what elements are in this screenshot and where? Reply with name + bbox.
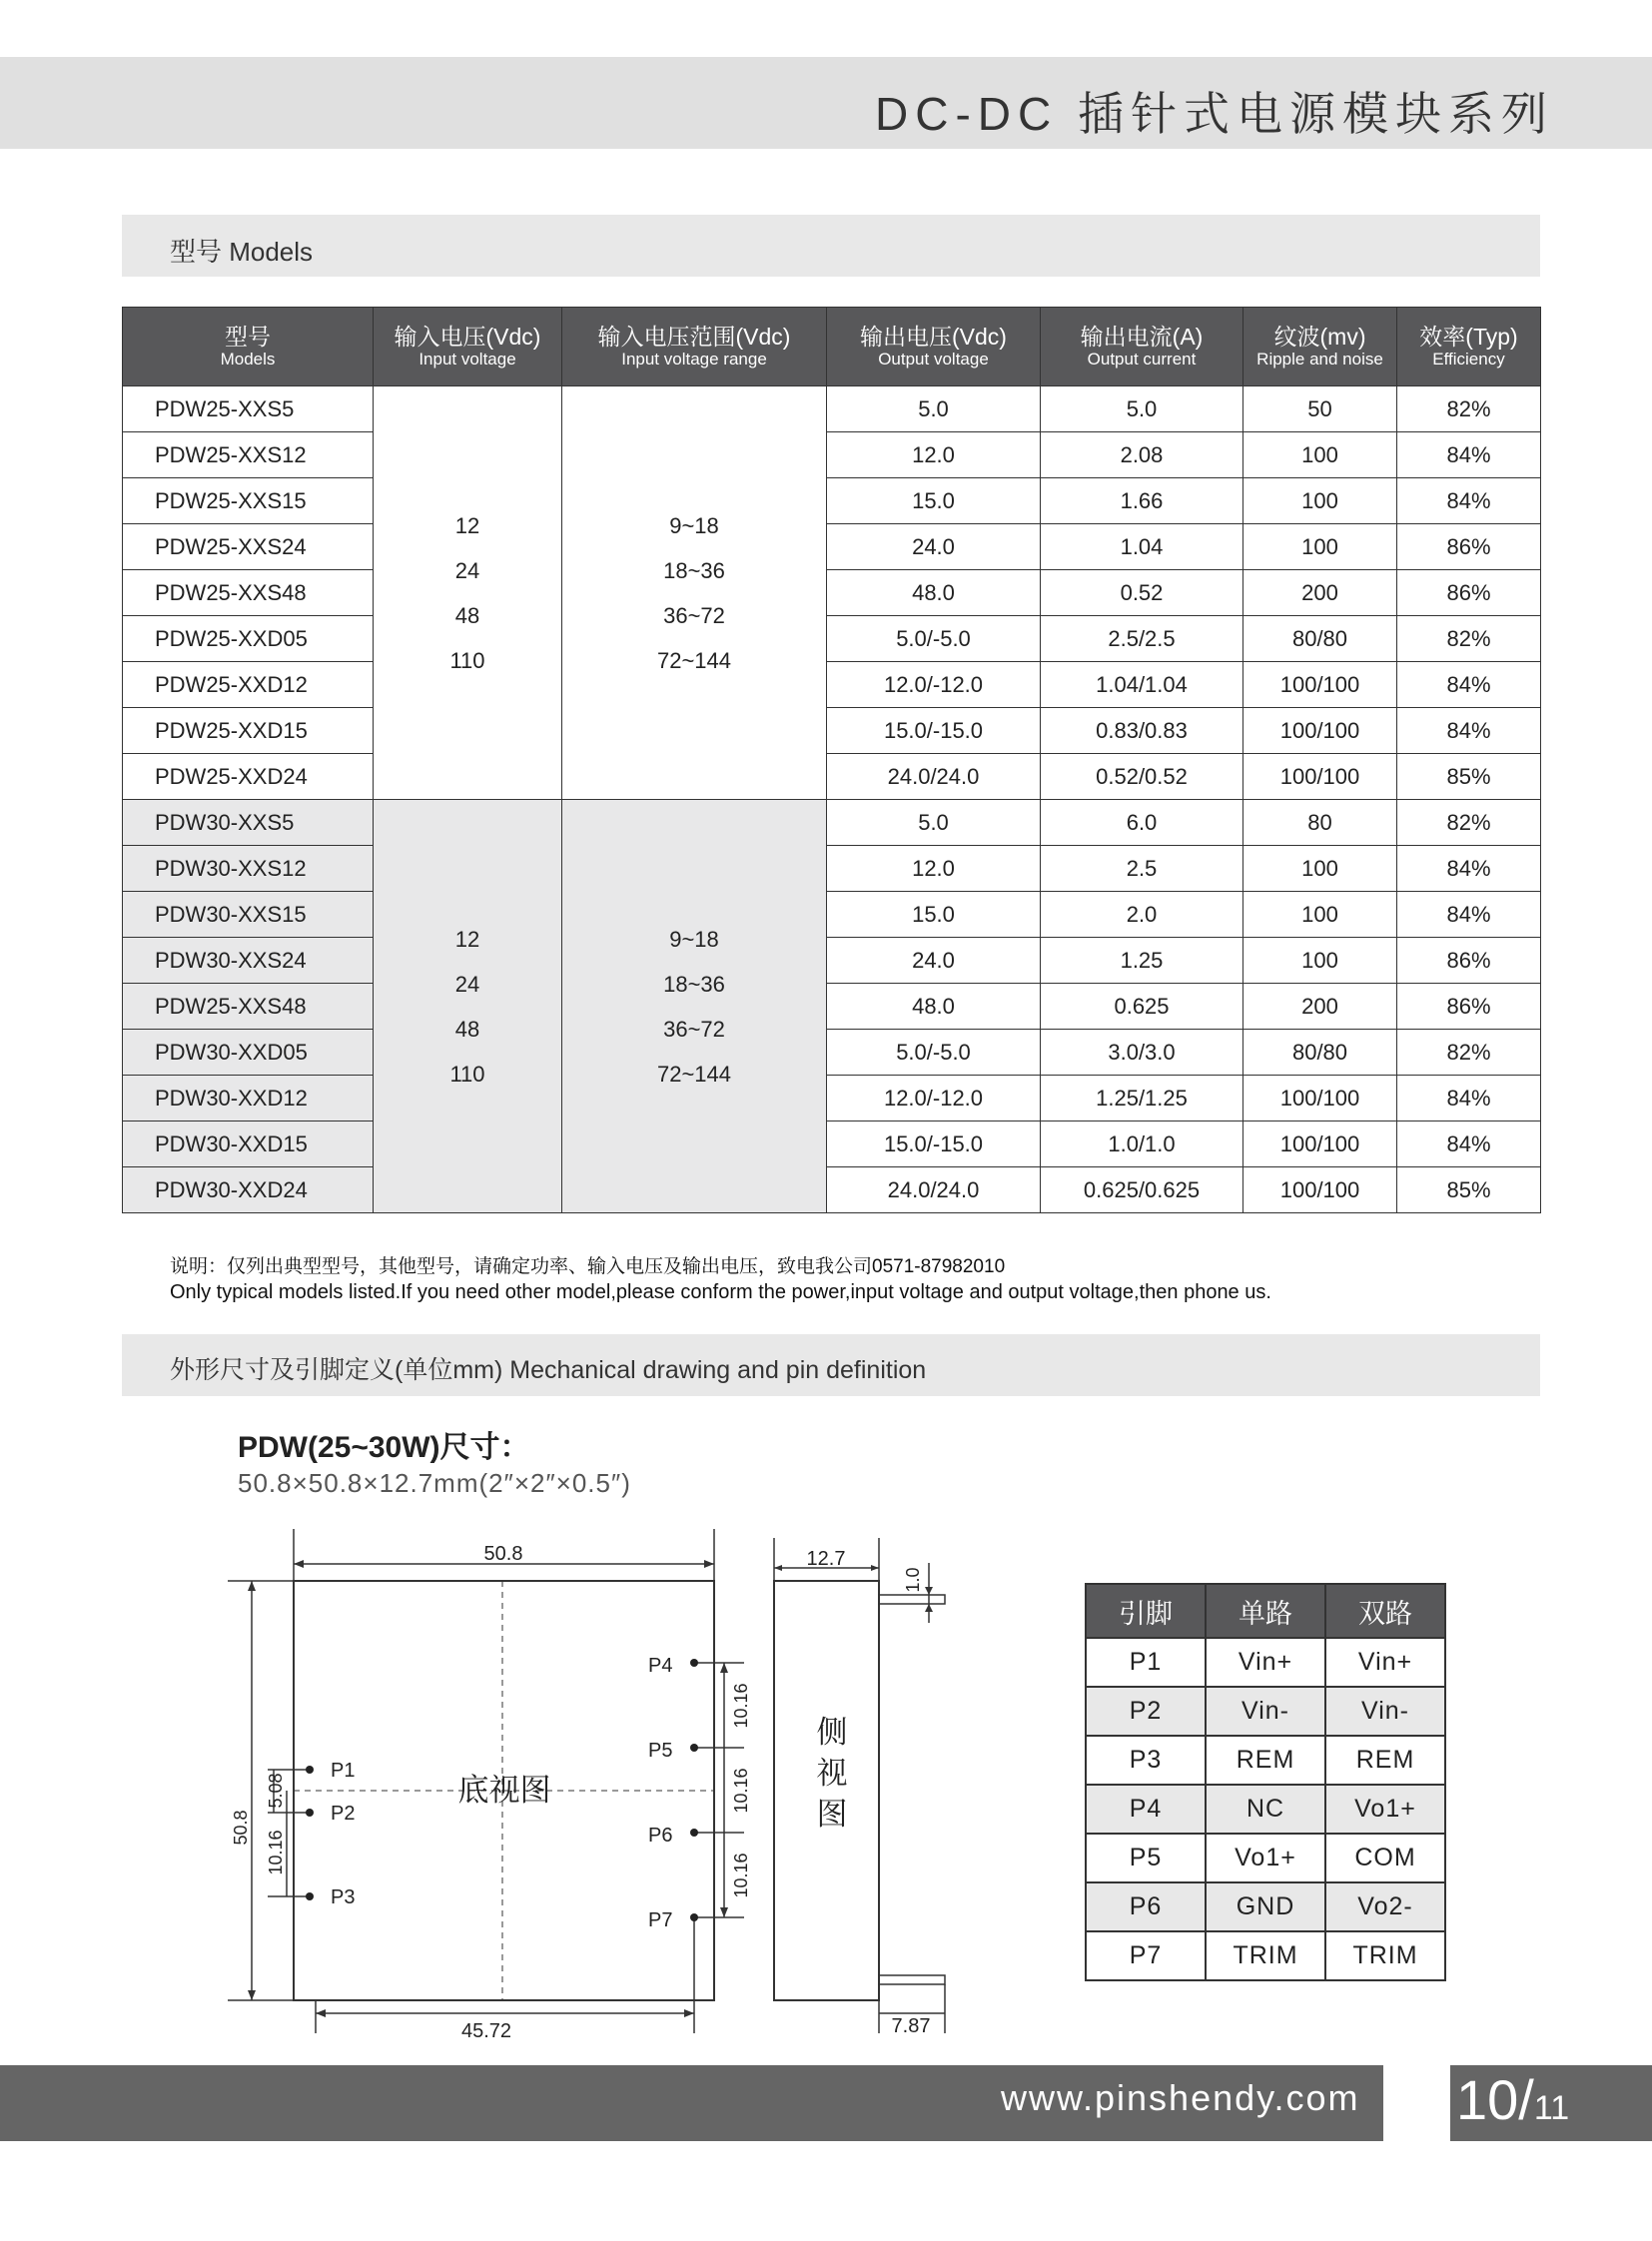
label-bottom-view: 底视图 xyxy=(457,1773,551,1808)
output-current-cell: 0.625/0.625 xyxy=(1041,1167,1243,1213)
input-range-value: 72~144 xyxy=(656,647,732,673)
label-side-pin: 7.87 xyxy=(891,2015,931,2037)
efficiency-cell: 84% xyxy=(1397,1076,1541,1121)
arrow-width-left xyxy=(294,1560,304,1568)
input-voltage-value: 24 xyxy=(454,971,480,997)
output-voltage-cell: 5.0 xyxy=(827,386,1041,432)
model-cell: PDW30-XXS12 xyxy=(123,846,374,892)
efficiency-cell: 82% xyxy=(1397,386,1541,432)
output-current-cell: 1.04 xyxy=(1041,524,1243,570)
output-current-cell: 0.625 xyxy=(1041,984,1243,1030)
model-cell: PDW30-XXS24 xyxy=(123,938,374,984)
header-label-en: Models xyxy=(220,350,276,370)
document-title: DC-DC 插针式电源模块系列 xyxy=(875,88,1554,140)
arrow-height-bottom xyxy=(248,1990,256,2000)
output-voltage-cell: 12.0/-12.0 xyxy=(827,662,1041,708)
pin-header-dual: 双路 xyxy=(1325,1584,1445,1638)
model-cell: PDW25-XXS12 xyxy=(123,432,374,478)
input-voltage-value: 48 xyxy=(454,1016,480,1042)
pin-dual-cell: COM xyxy=(1325,1834,1445,1882)
arrow-pin-bottom xyxy=(925,1604,933,1612)
model-cell: PDW25-XXD05 xyxy=(123,616,374,662)
pin-id-cell: P7 xyxy=(1086,1931,1206,1980)
pin-row xyxy=(1086,1638,1445,1687)
input-range-value: 18~36 xyxy=(663,971,725,997)
output-voltage-cell: 24.0/24.0 xyxy=(827,754,1041,800)
output-current-cell: 1.25/1.25 xyxy=(1041,1076,1243,1121)
pin-dual-cell: Vin+ xyxy=(1325,1638,1445,1687)
header-label-en: Input voltage xyxy=(418,350,516,370)
ripple-cell: 100/100 xyxy=(1243,1167,1397,1213)
output-current-cell: 0.52 xyxy=(1041,570,1243,616)
header-label-en: Ripple and noise xyxy=(1256,350,1383,370)
ripple-cell: 200 xyxy=(1243,570,1397,616)
output-voltage-cell: 5.0/-5.0 xyxy=(827,616,1041,662)
input-range-value: 9~18 xyxy=(669,512,719,538)
pin-id-cell: P3 xyxy=(1086,1736,1206,1785)
label-side-width: 12.7 xyxy=(806,1548,846,1570)
output-voltage-cell: 24.0 xyxy=(827,938,1041,984)
output-voltage-cell: 5.0/-5.0 xyxy=(827,1030,1041,1076)
input-voltage-value: 12 xyxy=(454,926,480,952)
output-current-cell: 1.25 xyxy=(1041,938,1243,984)
pin-dual-cell: Vo1+ xyxy=(1325,1785,1445,1834)
input-voltage-value: 12 xyxy=(454,512,480,538)
label-p6: P6 xyxy=(648,1825,673,1847)
pin-single-cell: Vin+ xyxy=(1206,1638,1325,1687)
ripple-cell: 80/80 xyxy=(1243,616,1397,662)
output-voltage-cell: 12.0/-12.0 xyxy=(827,1076,1041,1121)
pin-dual-cell: Vin- xyxy=(1325,1687,1445,1736)
pin-id-cell: P2 xyxy=(1086,1687,1206,1736)
pin-row xyxy=(1086,1882,1445,1931)
model-cell: PDW25-XXS24 xyxy=(123,524,374,570)
label-p4: P4 xyxy=(648,1655,673,1677)
ripple-cell: 100/100 xyxy=(1243,754,1397,800)
header-label-en: Efficiency xyxy=(1432,350,1505,370)
model-cell: PDW30-XXD05 xyxy=(123,1030,374,1076)
efficiency-cell: 86% xyxy=(1397,984,1541,1030)
pin-dual-cell: TRIM xyxy=(1325,1931,1445,1980)
output-voltage-cell: 15.0/-15.0 xyxy=(827,1121,1041,1167)
note-chinese: 说明：仅列出典型型号，其他型号，请确定功率、输入电压及输出电压，致电我公司0571-87982010 xyxy=(170,1256,1006,1277)
input-voltage-value: 110 xyxy=(449,647,485,673)
header-label-zh: 输出电压(Vdc) xyxy=(860,324,1007,350)
arrow-height-top xyxy=(248,1581,256,1591)
efficiency-cell: 86% xyxy=(1397,524,1541,570)
model-cell: PDW25-XXD24 xyxy=(123,754,374,800)
output-voltage-cell: 48.0 xyxy=(827,570,1041,616)
pin-id-cell: P4 xyxy=(1086,1785,1206,1834)
label-p2: P2 xyxy=(331,1803,356,1825)
efficiency-cell: 84% xyxy=(1397,708,1541,754)
output-current-cell: 2.5 xyxy=(1041,846,1243,892)
ripple-cell: 100/100 xyxy=(1243,1121,1397,1167)
side-view-pin-bottom xyxy=(879,1975,945,1984)
label-p1: P1 xyxy=(331,1760,356,1782)
output-current-cell: 1.0/1.0 xyxy=(1041,1121,1243,1167)
dimension-title: PDW(25~30W)尺寸： xyxy=(238,1431,530,1464)
output-voltage-cell: 12.0 xyxy=(827,432,1041,478)
output-current-cell: 5.0 xyxy=(1041,386,1243,432)
input-range-value: 18~36 xyxy=(663,557,725,583)
label-1016-left: 10.16 xyxy=(266,1830,286,1875)
ripple-cell: 100 xyxy=(1243,478,1397,524)
output-current-cell: 1.04/1.04 xyxy=(1041,662,1243,708)
arrow-width-right xyxy=(704,1560,714,1568)
pin-row xyxy=(1086,1834,1445,1882)
efficiency-cell: 82% xyxy=(1397,616,1541,662)
arrow-4572-left xyxy=(316,2009,326,2017)
pin-single-cell: GND xyxy=(1206,1882,1325,1931)
pin-dot-p3 xyxy=(306,1892,314,1900)
label-1016-a: 10.16 xyxy=(731,1683,751,1729)
pin-dual-cell: REM xyxy=(1325,1736,1445,1785)
output-voltage-cell: 15.0 xyxy=(827,892,1041,938)
efficiency-cell: 84% xyxy=(1397,1121,1541,1167)
output-current-cell: 3.0/3.0 xyxy=(1041,1030,1243,1076)
pin-single-cell: NC xyxy=(1206,1785,1325,1834)
pin-dual-cell: Vo2- xyxy=(1325,1882,1445,1931)
page-number xyxy=(1456,2067,1569,2132)
output-voltage-cell: 5.0 xyxy=(827,800,1041,846)
input-range-value: 72~144 xyxy=(656,1061,732,1087)
efficiency-cell: 85% xyxy=(1397,754,1541,800)
model-cell: PDW30-XXD15 xyxy=(123,1121,374,1167)
pin-row xyxy=(1086,1785,1445,1834)
output-voltage-cell: 15.0 xyxy=(827,478,1041,524)
input-range-value: 9~18 xyxy=(669,926,719,952)
model-cell: PDW25-XXS15 xyxy=(123,478,374,524)
pin-dot-p1 xyxy=(306,1766,314,1774)
pin-row xyxy=(1086,1736,1445,1785)
pin-table-header xyxy=(1086,1584,1445,1638)
arrow-4572-right xyxy=(684,2009,694,2017)
ripple-cell: 100 xyxy=(1243,938,1397,984)
pin-header-single: 单路 xyxy=(1206,1584,1325,1638)
model-cell: PDW25-XXS48 xyxy=(123,570,374,616)
arrow-right-top xyxy=(720,1663,728,1673)
pin-id-cell: P6 xyxy=(1086,1882,1206,1931)
model-cell: PDW30-XXD24 xyxy=(123,1167,374,1213)
header-label-zh: 输入电压(Vdc) xyxy=(394,324,541,350)
efficiency-cell: 82% xyxy=(1397,1030,1541,1076)
output-current-cell: 2.0 xyxy=(1041,892,1243,938)
arrow-side-left xyxy=(774,1565,782,1571)
model-cell: PDW25-XXD12 xyxy=(123,662,374,708)
output-current-cell: 0.83/0.83 xyxy=(1041,708,1243,754)
header-label-zh: 输入电压范围(Vdc) xyxy=(597,324,791,350)
input-voltage-value: 24 xyxy=(454,557,480,583)
pin-definition-table xyxy=(1085,1583,1446,1981)
header-label-en: Output voltage xyxy=(878,350,989,370)
output-current-cell: 2.08 xyxy=(1041,432,1243,478)
efficiency-cell: 84% xyxy=(1397,432,1541,478)
pin-single-cell: Vin- xyxy=(1206,1687,1325,1736)
label-side-view-2: 视 xyxy=(816,1756,848,1791)
label-width: 50.8 xyxy=(483,1543,523,1565)
pin-dot-p4 xyxy=(690,1659,698,1667)
label-1016-c: 10.16 xyxy=(731,1853,751,1898)
efficiency-cell: 84% xyxy=(1397,478,1541,524)
efficiency-cell: 86% xyxy=(1397,570,1541,616)
input-range-value: 36~72 xyxy=(663,1016,725,1042)
note-english: Only typical models listed.If you need other model,please conform the power,input voltage and output voltage,then phone us. xyxy=(170,1281,1271,1303)
pin-single-cell: REM xyxy=(1206,1736,1325,1785)
efficiency-cell: 84% xyxy=(1397,662,1541,708)
ripple-cell: 80 xyxy=(1243,800,1397,846)
label-side-view-1: 侧 xyxy=(816,1715,848,1750)
model-cell: PDW25-XXS5 xyxy=(123,386,374,432)
pin-id-cell: P5 xyxy=(1086,1834,1206,1882)
ripple-cell: 100 xyxy=(1243,846,1397,892)
ripple-cell: 100 xyxy=(1243,432,1397,478)
ripple-cell: 200 xyxy=(1243,984,1397,1030)
pin-row xyxy=(1086,1687,1445,1736)
label-508: 5.08 xyxy=(266,1773,286,1809)
page-current: 10 xyxy=(1456,2068,1519,2131)
input-range-value: 36~72 xyxy=(663,602,725,628)
side-view-outline xyxy=(774,1581,879,2000)
header-label-en: Input voltage range xyxy=(621,350,767,370)
dimension-subtitle: 50.8×50.8×12.7mm(2″×2″×0.5″) xyxy=(238,1468,631,1498)
label-4572: 45.72 xyxy=(460,2020,512,2042)
pin-single-cell: Vo1+ xyxy=(1206,1834,1325,1882)
label-side-view-3: 图 xyxy=(816,1797,848,1832)
model-cell: PDW25-XXD15 xyxy=(123,708,374,754)
model-cell: PDW30-XXS5 xyxy=(123,800,374,846)
ripple-cell: 100/100 xyxy=(1243,662,1397,708)
ripple-cell: 100 xyxy=(1243,892,1397,938)
pin-dot-p6 xyxy=(690,1829,698,1837)
side-view-pin-top xyxy=(879,1595,945,1604)
output-voltage-cell: 24.0 xyxy=(827,524,1041,570)
ripple-cell: 100 xyxy=(1243,524,1397,570)
output-voltage-cell: 48.0 xyxy=(827,984,1041,1030)
arrow-pin-top xyxy=(925,1587,933,1595)
efficiency-cell: 84% xyxy=(1397,846,1541,892)
efficiency-cell: 82% xyxy=(1397,800,1541,846)
pin-row xyxy=(1086,1931,1445,1980)
arrow-right-bottom xyxy=(720,1907,728,1917)
pin-header-pin: 引脚 xyxy=(1086,1584,1206,1638)
arrow-side-right xyxy=(871,1565,879,1571)
header-label-zh: 型号 xyxy=(225,324,271,350)
pin-dot-p5 xyxy=(690,1744,698,1752)
label-1016-b: 10.16 xyxy=(731,1768,751,1814)
pin-dot-p2 xyxy=(306,1809,314,1817)
efficiency-cell: 85% xyxy=(1397,1167,1541,1213)
output-voltage-cell: 12.0 xyxy=(827,846,1041,892)
footer-url: www.pinshendy.com xyxy=(1001,2077,1360,2118)
label-p3: P3 xyxy=(331,1886,356,1908)
header-label-zh: 效率(Typ) xyxy=(1419,324,1518,350)
output-current-cell: 2.5/2.5 xyxy=(1041,616,1243,662)
ripple-cell: 100/100 xyxy=(1243,1076,1397,1121)
output-current-cell: 6.0 xyxy=(1041,800,1243,846)
page-total: 11 xyxy=(1533,2089,1570,2127)
header-label-en: Output current xyxy=(1087,350,1197,370)
section-title-mechanical: 外形尺寸及引脚定义(单位mm) Mechanical drawing and pin definition xyxy=(170,1356,927,1384)
header-label-zh: 纹波(mv) xyxy=(1273,324,1366,350)
pin-single-cell: TRIM xyxy=(1206,1931,1325,1980)
ripple-cell: 100/100 xyxy=(1243,708,1397,754)
ripple-cell: 50 xyxy=(1243,386,1397,432)
input-voltage-value: 48 xyxy=(454,602,480,628)
section-title-models: 型号 Models xyxy=(170,237,314,267)
label-pin-length: 1.0 xyxy=(903,1567,923,1593)
label-p7: P7 xyxy=(648,1909,673,1931)
page-separator: / xyxy=(1518,2068,1534,2131)
header-label-zh: 输出电流(A) xyxy=(1080,324,1204,350)
pin-id-cell: P1 xyxy=(1086,1638,1206,1687)
output-voltage-cell: 24.0/24.0 xyxy=(827,1167,1041,1213)
output-current-cell: 0.52/0.52 xyxy=(1041,754,1243,800)
model-cell: PDW25-XXS48 xyxy=(123,984,374,1030)
output-current-cell: 1.66 xyxy=(1041,478,1243,524)
pin-dot-p7 xyxy=(690,1913,698,1921)
input-voltage-value: 110 xyxy=(449,1061,485,1087)
label-height: 50.8 xyxy=(231,1810,251,1846)
output-voltage-cell: 15.0/-15.0 xyxy=(827,708,1041,754)
model-cell: PDW30-XXS15 xyxy=(123,892,374,938)
ripple-cell: 80/80 xyxy=(1243,1030,1397,1076)
label-p5: P5 xyxy=(648,1740,673,1762)
efficiency-cell: 84% xyxy=(1397,892,1541,938)
efficiency-cell: 86% xyxy=(1397,938,1541,984)
model-cell: PDW30-XXD12 xyxy=(123,1076,374,1121)
